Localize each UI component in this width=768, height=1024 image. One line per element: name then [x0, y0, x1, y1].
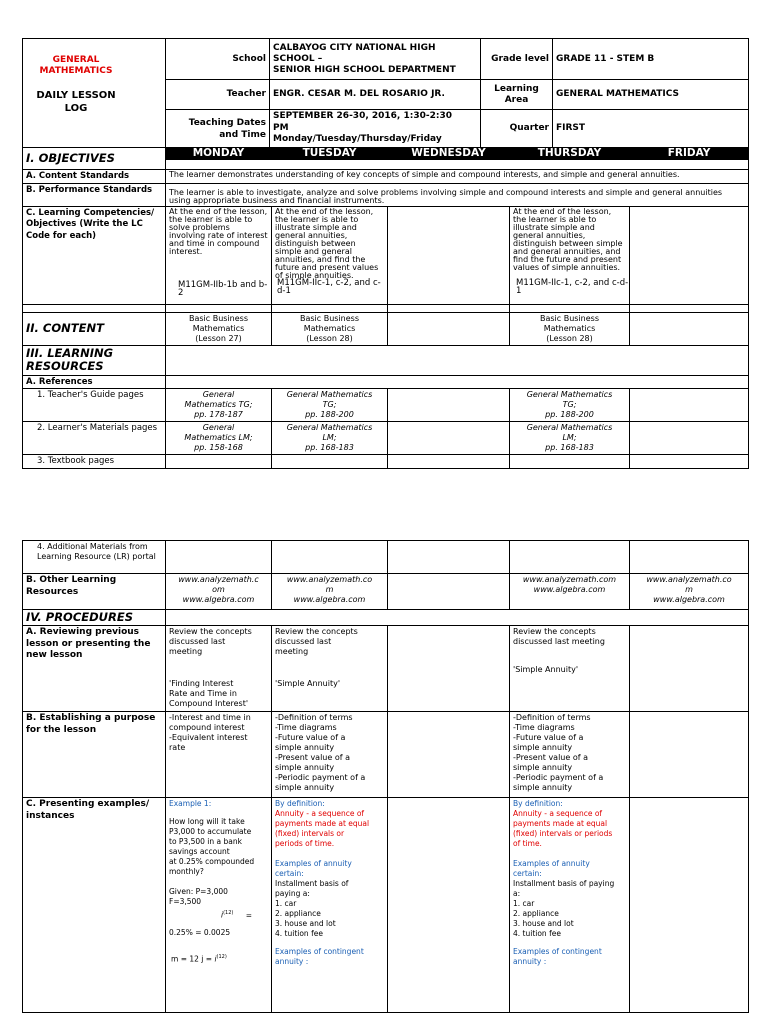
school-label: School [166, 39, 270, 80]
day-tuesday: TUESDAY [272, 148, 388, 160]
other-wednesday [388, 574, 510, 610]
day-thursday: THURSDAY [510, 148, 630, 160]
log-title [23, 39, 166, 148]
examples-tuesday: By definition: Annuity - a sequence of payments made at equal (fixed) intervals or periods of time. Examples of annuity certain: Installment basis of paying a: 1. car 2. appliance 3. house and lot 4. tuition fee Examples of contingent annuity : [272, 798, 388, 1013]
review-monday: Review the concepts discussed last meeting 'Finding Interest Rate and Time in Compound Interest' [166, 626, 272, 712]
code-thursday: M11GM-IIc-1, c-2, and c-d-1 [516, 277, 629, 296]
lm-friday [630, 422, 749, 455]
competency-wednesday [388, 206, 510, 304]
content-standards-text: The learner demonstrates understanding of key concepts of simple and compound interests, and simple and general annuities. [166, 170, 749, 184]
procedures-title: IV. PROCEDURES [23, 610, 166, 626]
purpose-tuesday: -Definition of terms -Time diagrams -Future value of a simple annuity -Present value of a simple annuity -Periodic payment of a simple annuity [272, 712, 388, 798]
lm-monday: General Mathematics LM; pp. 158-168 [166, 422, 272, 455]
review-label: A. Reviewing previous lesson or presenting the new lesson [23, 626, 166, 712]
performance-standards-label: B. Performance Standards [23, 183, 166, 206]
lesson-log-page-2 [22, 540, 748, 1013]
dates-label: Teaching Dates and Time [166, 110, 270, 148]
tg-friday [630, 389, 749, 422]
area-label: Learning Area [481, 80, 553, 110]
purpose-wednesday [388, 712, 510, 798]
review-thursday: Review the concepts discussed last meeting 'Simple Annuity' [510, 626, 630, 712]
day-wednesday: WEDNESDAY [388, 148, 510, 160]
content-thursday: Basic Business Mathematics (Lesson 28) [510, 312, 630, 345]
competency-tuesday: At the end of the lesson, the learner is able to illustrate simple and general annuities, distinguish between simple and general annuities, and find the future and present values of simple annuities. M11GM-IIc-1, c-2, and c-d-1 [272, 206, 388, 304]
lm-tuesday: General Mathematics LM; pp. 168-183 [272, 422, 388, 455]
examples-label: C. Presenting examples/ instances [23, 798, 166, 1013]
examples-thursday: By definition: Annuity - a sequence of payments made at equal (fixed) intervals or periods of time. Examples of annuity certain: Installment basis of paying a: 1. car 2. appliance 3. house and lot 4. tuition fee Examples of contingent annuity : [510, 798, 630, 1013]
day-monday: MONDAY [166, 148, 272, 160]
quarter-label: Quarter [481, 110, 553, 148]
competency-friday [630, 206, 749, 304]
tg-monday: General Mathematics TG; pp. 178-187 [166, 389, 272, 422]
content-friday [630, 312, 749, 345]
resources-title: III. LEARNING RESOURCES [23, 345, 166, 375]
quarter-value: FIRST [553, 110, 749, 148]
textbook-label: 3. Textbook pages [23, 455, 166, 469]
school-value: CALBAYOG CITY NATIONAL HIGH SCHOOL – SENIOR HIGH SCHOOL DEPARTMENT [270, 39, 481, 80]
purpose-thursday: -Definition of terms -Time diagrams -Future value of a simple annuity -Present value of a simple annuity -Periodic payment of a simple annuity [510, 712, 630, 798]
grade-label: Grade level [481, 39, 553, 80]
competency-monday: At the end of the lesson, the learner is able to solve problems involving rate of interest and time in compound interest. M11GM-IIb-1b and b-2 [166, 206, 272, 304]
day-friday: FRIDAY [630, 148, 749, 160]
examples-wednesday [388, 798, 510, 1013]
content-wednesday [388, 312, 510, 345]
purpose-label: B. Establishing a purpose for the lesson [23, 712, 166, 798]
example-heading: Example 1: [169, 799, 212, 808]
title-log: DAILY LESSON LOG [36, 90, 116, 114]
content-monday: Basic Business Mathematics (Lesson 27) [166, 312, 272, 345]
competency-thursday: At the end of the lesson, the learner is able to illustrate simple and general annuities, distinguish between simple and general annuities, and find the future and present values of simple annuities. M11GM-IIc-1, c-2, and c-d-1 [510, 206, 630, 304]
other-friday: www.analyzemath.co m www.algebra.com [630, 574, 749, 610]
dates-value: SEPTEMBER 26-30, 2016, 1:30-2:30 PM Monday/Tuesday/Thursday/Friday [270, 110, 481, 148]
examples-friday [630, 798, 749, 1013]
other-thursday: www.analyzemath.com www.algebra.com [510, 574, 630, 610]
grade-value: GRADE 11 - STEM B [553, 39, 749, 80]
code-tuesday: M11GM-IIc-1, c-2, and c-d-1 [277, 277, 381, 296]
review-tuesday: Review the concepts discussed last meeting 'Simple Annuity' [272, 626, 388, 712]
tg-label: 1. Teacher's Guide pages [23, 389, 166, 422]
lm-label: 2. Learner's Materials pages [23, 422, 166, 455]
tg-wednesday [388, 389, 510, 422]
tg-thursday: General Mathematics TG; pp. 188-200 [510, 389, 630, 422]
review-wednesday [388, 626, 510, 712]
performance-standards-text: The learner is able to investigate, analyze and solve problems involving simple and compound interests and simple and general annuities using appropriate business and financial instruments. [166, 183, 749, 206]
tg-tuesday: General Mathematics TG; pp. 188-200 [272, 389, 388, 422]
references-label: A. References [23, 375, 166, 389]
lm-wednesday [388, 422, 510, 455]
title-subject: GENERAL MATHEMATICS [39, 55, 113, 76]
content-standards-label: A. Content Standards [23, 170, 166, 184]
other-monday: www.analyzemath.c om www.algebra.com [166, 574, 272, 610]
teacher-label: Teacher [166, 80, 270, 110]
competencies-label: C. Learning Competencies/ Objectives (Write the LC Code for each) [23, 206, 166, 304]
other-tuesday: www.analyzemath.co m www.algebra.com [272, 574, 388, 610]
examples-monday: Example 1: How long will it take P3,000 to accumulate to P3,500 in a bank savings account at 0.25% compounded monthly? Given: P=3,000 F=3,500 $i^{(12)}$ = 0.25% = 0.0025 m = 12 $j = i^{(12)}$ [166, 798, 272, 1013]
teacher-value: ENGR. CESAR M. DEL ROSARIO JR. [270, 80, 481, 110]
area-value: GENERAL MATHEMATICS [553, 80, 749, 110]
content-title: II. CONTENT [23, 312, 166, 345]
other-resources-label: B. Other Learning Resources [23, 574, 166, 610]
purpose-monday: -Interest and time in compound interest -Equivalent interest rate [166, 712, 272, 798]
objectives-title: I. OBJECTIVES [23, 148, 166, 170]
review-friday [630, 626, 749, 712]
additional-materials-label: 4. Additional Materials from Learning Resource (LR) portal [23, 541, 166, 574]
purpose-friday [630, 712, 749, 798]
lesson-log-page-1 [22, 38, 748, 469]
lm-thursday: General Mathematics LM; pp. 168-183 [510, 422, 630, 455]
code-monday: M11GM-IIb-1b and b-2 [178, 279, 268, 298]
content-tuesday: Basic Business Mathematics (Lesson 28) [272, 312, 388, 345]
